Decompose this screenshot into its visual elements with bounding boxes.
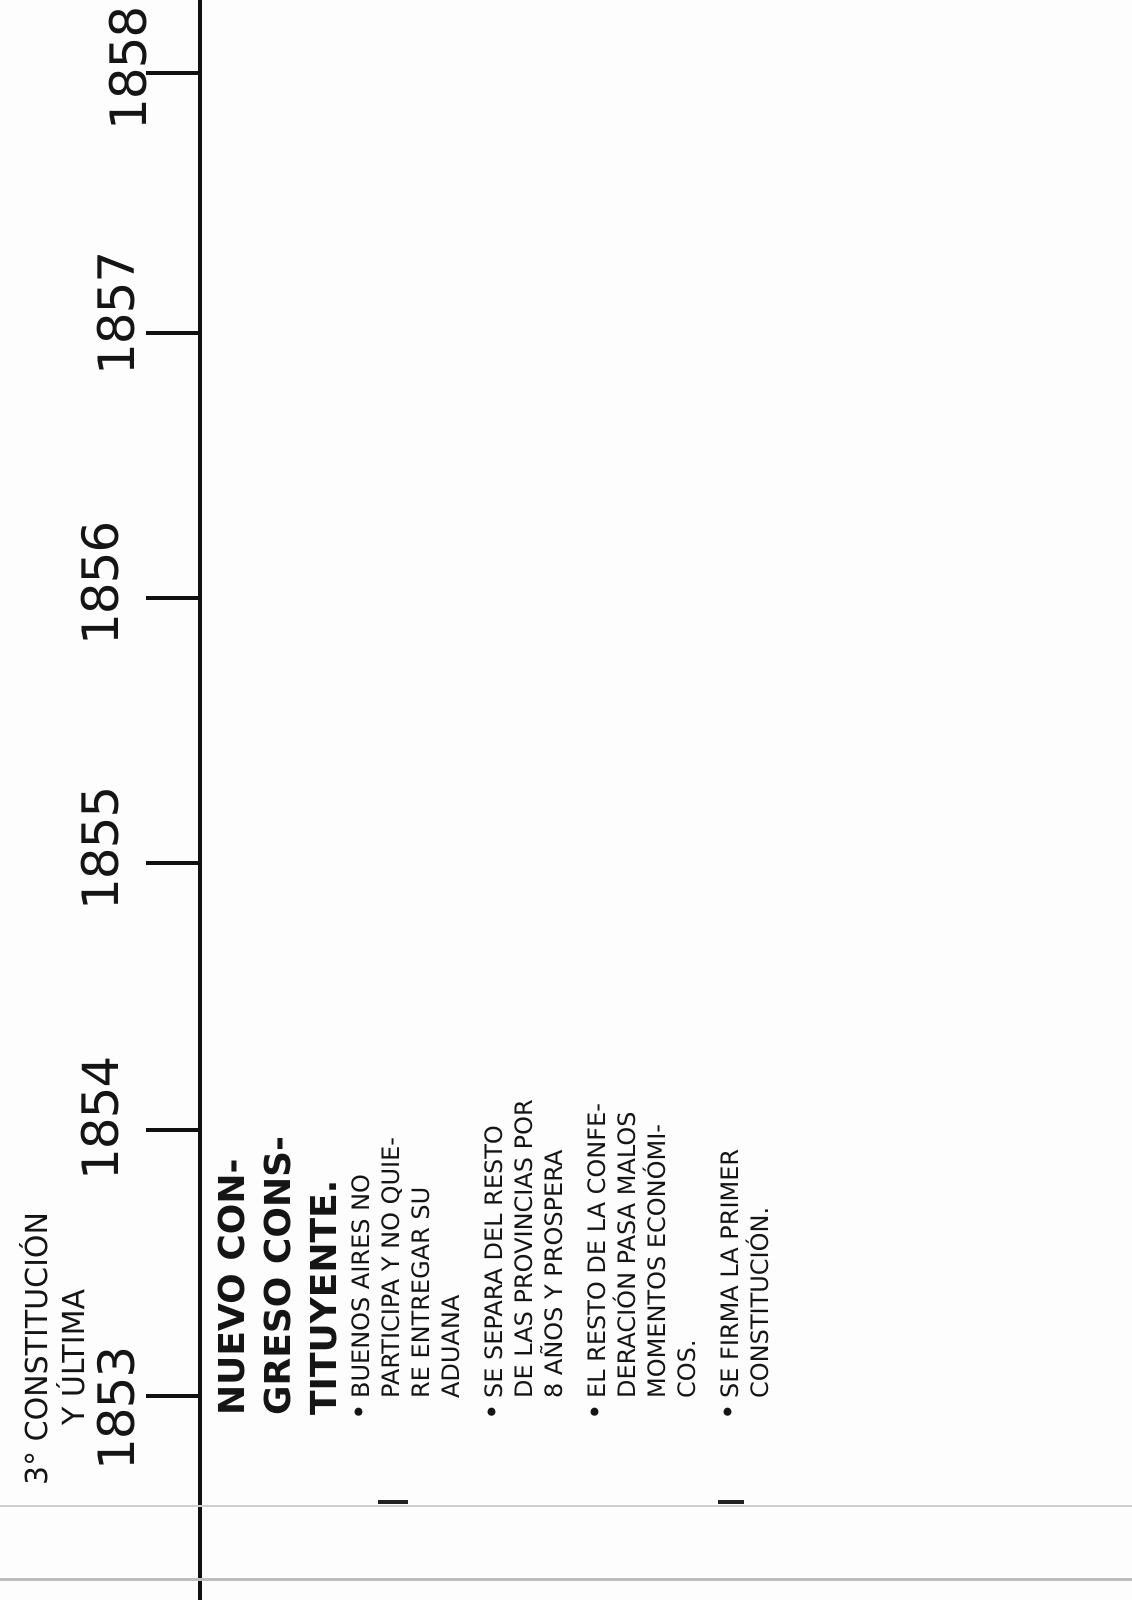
year-label-1854: 1854 (72, 1056, 130, 1180)
timeline-tick-1853 (146, 1394, 200, 1398)
year-label-1857: 1857 (88, 251, 146, 375)
year-label-1853: 1853 (88, 1346, 146, 1470)
timeline-tick-1856 (146, 596, 200, 600)
congress-title-line3: TITUYENTE. (304, 1179, 345, 1415)
note-line: EL RESTO DE LA CONFE- (583, 1103, 611, 1398)
note-item (345, 1099, 466, 1420)
note-line: 8 AÑOS Y PROSPERA (540, 1149, 568, 1398)
note-item (478, 1099, 569, 1420)
congress-title-line1: NUEVO CON- (212, 1158, 253, 1415)
scan-edge-line (0, 1505, 1132, 1507)
note-line: ADUANA (437, 1294, 465, 1398)
note-item (581, 1099, 702, 1420)
note-line: SE SEPARA DEL RESTO (480, 1125, 508, 1398)
scan-bottom-edge (0, 1578, 1132, 1581)
bullet-dot-icon: • (476, 1403, 509, 1420)
bullet-notes (345, 1099, 787, 1420)
bullet-dot-icon: • (712, 1403, 745, 1420)
bullet-dot-icon: • (343, 1403, 376, 1420)
note-line: PARTICIPA Y NO QUIE- (377, 1137, 405, 1398)
note-line: DE LAS PROVINCIAS POR (510, 1099, 538, 1398)
note-line: SE FIRMA LA PRIMER (716, 1148, 744, 1398)
note-line: CONSTITUCIÓN. (746, 1206, 774, 1398)
scan-mark (378, 1500, 408, 1504)
congress-title (210, 1136, 348, 1415)
scan-mark (718, 1500, 744, 1504)
note-item (714, 1099, 775, 1420)
constitution-heading (20, 1212, 92, 1485)
note-line: BUENOS AIRES NO (347, 1174, 375, 1398)
note-line: MOMENTOS ECONÓMI- (643, 1124, 671, 1398)
year-label-1856: 1856 (72, 521, 130, 645)
constitution-heading-line1: 3° CONSTITUCIÓN (20, 1212, 55, 1485)
note-line: RE ENTREGAR SU (407, 1186, 435, 1398)
timeline-tick-1857 (146, 331, 200, 335)
timeline-axis (198, 0, 202, 1600)
constitution-heading-line2: Y ÚLTIMA (57, 1289, 92, 1425)
bullet-dot-icon: • (579, 1403, 612, 1420)
congress-title-line2: GRESO CONS- (258, 1136, 299, 1415)
timeline-tick-1855 (146, 861, 200, 865)
timeline-tick-1854 (146, 1128, 200, 1132)
year-label-1858: 1858 (100, 6, 158, 130)
year-label-1855: 1855 (72, 786, 130, 910)
note-line: DERACIÓN PASA MALOS (613, 1111, 641, 1398)
note-line: COS. (673, 1339, 701, 1398)
